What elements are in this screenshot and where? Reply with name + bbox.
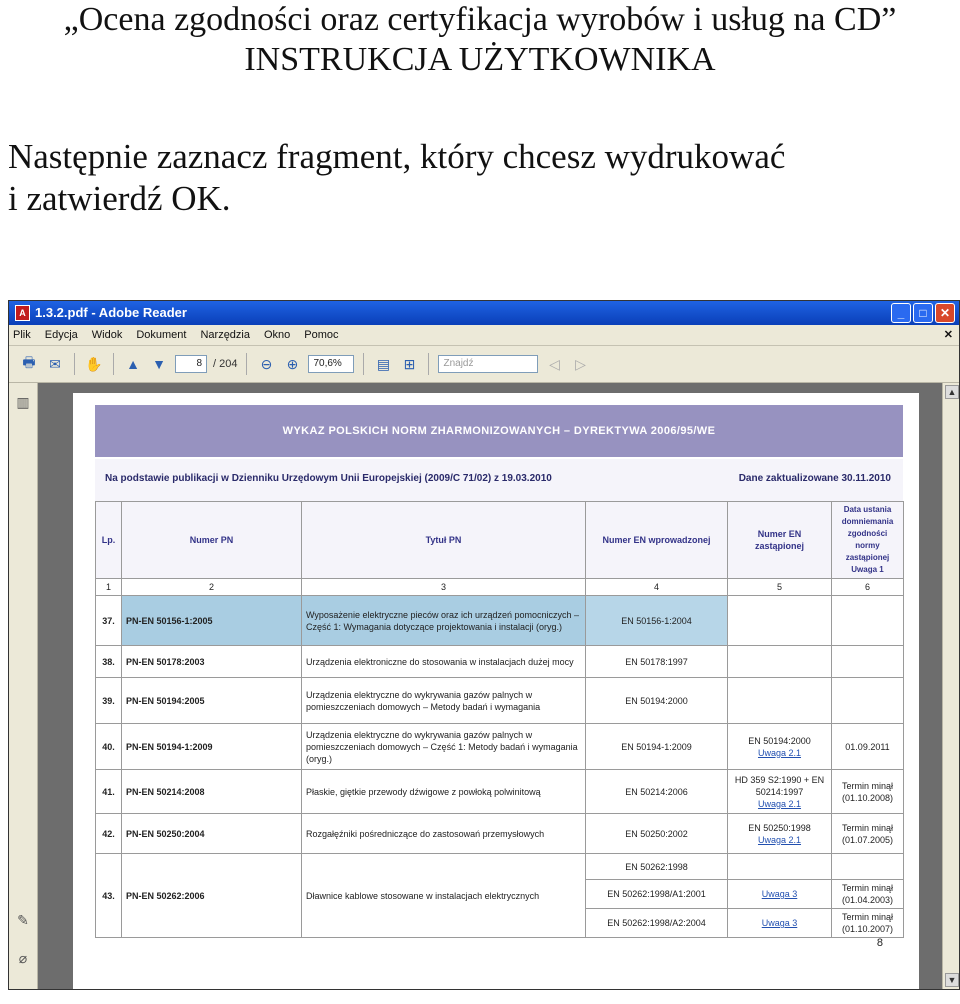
toolbar (9, 346, 959, 383)
cell-title: Urządzenia elektroniczne do stosowania w instalacjach dużej mocy (302, 646, 586, 678)
cell-pn: PN-EN 50214:2008 (122, 770, 302, 814)
cell-en: EN 50262:1998/A1:2001 (586, 880, 728, 909)
col-header-date: Data ustania domniemania zgodności normy zastąpionej Uwaga 1 (832, 502, 904, 579)
instruction-line-1: Następnie zaznacz fragment, który chcesz wydrukować (8, 137, 786, 176)
attachment-icon[interactable]: ✉ (49, 355, 61, 372)
col-header-en-new: Numer EN wprowadzonej (586, 502, 728, 579)
navigation-pane (9, 383, 38, 989)
fit-width-icon[interactable]: ⊞ (403, 355, 416, 372)
cell-title: Wyposażenie elektryczne pieców oraz ich urządzeń pomocniczych – Część 1: Wymagania dotyczące projektowania i instalacji (oryg.) (302, 596, 586, 646)
cell-pn: PN-EN 50178:2003 (122, 646, 302, 678)
col-number: 2 (122, 579, 302, 596)
cell-lp: 42. (96, 814, 122, 854)
find-previous-icon[interactable]: ◁ (549, 355, 560, 372)
col-number: 1 (96, 579, 122, 596)
window-title: 1.3.2.pdf - Adobe Reader (35, 305, 187, 320)
pdf-page[interactable] (73, 393, 919, 990)
zoom-out-icon[interactable]: ⊖ (260, 355, 273, 372)
window-controls (891, 303, 955, 323)
cell-lp: 40. (96, 724, 122, 770)
page-total: / 204 (213, 358, 238, 370)
cell-title: Dławnice kablowe stosowane w instalacjach elektrycznych (302, 854, 586, 938)
window-titlebar[interactable] (9, 301, 959, 325)
cell-pn: PN-EN 50194:2005 (122, 678, 302, 724)
toolbar-separator (246, 353, 247, 375)
pdf-app-icon: A (15, 305, 30, 321)
table-row (96, 770, 904, 814)
en-old-number: EN 50250:1998 (748, 822, 811, 833)
pdf-page-number: 8 (876, 937, 883, 949)
scroll-up-icon[interactable]: ▲ (945, 385, 959, 399)
cell-en-old (728, 646, 832, 678)
fit-page-icon[interactable]: ▤ (376, 355, 391, 372)
en-old-number: HD 359 S2:1990 + EN 50214:1997 (734, 774, 825, 797)
cell-lp: 41. (96, 770, 122, 814)
instruction-text (8, 136, 785, 220)
find-input[interactable]: Znajdź (438, 355, 538, 373)
cell-en-old (728, 678, 832, 724)
hand-icon[interactable]: ✋ (85, 355, 103, 372)
col-number: 4 (586, 579, 728, 596)
cell-en-old (728, 724, 832, 770)
document-close-icon[interactable]: ✕ (943, 329, 953, 341)
cell-pn: PN-EN 50156-1:2005 (122, 596, 302, 646)
find-next-icon[interactable]: ▷ (575, 355, 586, 372)
cell-date (832, 596, 904, 646)
table-row-selected[interactable] (96, 596, 904, 646)
toolbar-separator (363, 353, 364, 375)
cell-date: Termin minął (01.07.2005) (832, 814, 904, 854)
col-header-en-old: Numer EN zastąpionej (728, 502, 832, 579)
cell-en-old (728, 814, 832, 854)
cell-date: Termin minął (01.10.2007) (832, 909, 904, 938)
cell-date: Termin minął (01.04.2003) (832, 880, 904, 909)
cell-en: EN 50262:1998 (586, 854, 728, 880)
col-number: 6 (832, 579, 904, 596)
cell-date (832, 678, 904, 724)
pages-panel-icon[interactable]: ▥ (16, 393, 30, 410)
close-button[interactable]: ✕ (935, 303, 955, 323)
toolbar-separator (74, 353, 75, 375)
pdf-source-note: Na podstawie publikacji w Dzienniku Urzędowym Unii Europejskiej (2009/C 71/02) z 19.03.2010 (105, 473, 552, 484)
menu-bar (9, 325, 959, 346)
col-number: 5 (728, 579, 832, 596)
document-header (0, 0, 960, 80)
maximize-button[interactable]: □ (913, 303, 933, 323)
cell-title: Urządzenia elektryczne do wykrywania gazów palnych w pomieszczeniach domowych – Część 1: Metody badań i wymagania (oryg.) (302, 724, 586, 770)
print-icon[interactable]: 🖶 (22, 354, 36, 370)
cell-en: EN 50262:1998/A2:2004 (586, 909, 728, 938)
cell-en: EN 50214:2006 (586, 770, 728, 814)
col-header-title: Tytuł PN (302, 502, 586, 579)
toolbar-separator (113, 353, 114, 375)
col-number: 3 (302, 579, 586, 596)
cell-en: EN 50156-1:2004 (586, 596, 728, 646)
cell-lp: 39. (96, 678, 122, 724)
document-title: „Ocena zgodności oraz certyfikacja wyrobów i usług na CD” (63, 1, 897, 38)
menu-tools[interactable]: Narzędzia (200, 329, 250, 341)
cell-date: 01.09.2011 (832, 724, 904, 770)
table-row (96, 854, 904, 880)
cell-date (832, 854, 904, 880)
cell-pn: PN-EN 50194-1:2009 (122, 724, 302, 770)
page-number-input[interactable]: 8 (175, 355, 207, 373)
scroll-down-icon[interactable]: ▼ (945, 973, 959, 987)
table-row (96, 646, 904, 678)
menu-help[interactable]: Pomoc (304, 329, 339, 341)
table-row (96, 814, 904, 854)
cell-en-old (728, 854, 832, 880)
toolbar-separator (428, 353, 429, 375)
cell-title: Urządzenia elektryczne do wykrywania gazów palnych w pomieszczeniach domowych – Metody badań i wymagania (302, 678, 586, 724)
cell-en: EN 50250:2002 (586, 814, 728, 854)
next-page-icon[interactable]: ▼ (152, 356, 166, 372)
col-header-pn: Numer PN (122, 502, 302, 579)
note-link[interactable]: Uwaga 2.1 (757, 798, 802, 809)
menu-edit[interactable]: Edycja (44, 329, 78, 341)
minimize-button[interactable]: _ (891, 303, 911, 323)
menu-view[interactable]: Widok (91, 329, 123, 341)
comments-panel-icon[interactable]: ✎ (17, 911, 29, 928)
note-link[interactable]: Uwaga 2.1 (757, 834, 802, 845)
document-subtitle: INSTRUKCJA UŻYTKOWNIKA (244, 41, 716, 78)
cell-pn: PN-EN 50250:2004 (122, 814, 302, 854)
instruction-line-2: i zatwierdź OK. (8, 179, 231, 218)
note-link[interactable]: Uwaga 3 (728, 880, 832, 909)
cell-en: EN 50194:2000 (586, 678, 728, 724)
cell-en-old (728, 770, 832, 814)
cell-date (832, 646, 904, 678)
en-old-number: EN 50194:2000 (748, 735, 811, 746)
cell-pn: PN-EN 50262:2006 (122, 854, 302, 938)
cell-title: Płaskie, giętkie przewody dźwigowe z powłoką polwinitową (302, 770, 586, 814)
standards-table (95, 501, 904, 938)
note-link[interactable]: Uwaga 3 (728, 909, 832, 938)
previous-page-icon[interactable]: ▲ (126, 356, 140, 372)
table-row (96, 724, 904, 770)
attachments-panel-icon[interactable]: ⌀ (18, 949, 28, 966)
zoom-level-select[interactable]: 70,6% (308, 355, 354, 373)
zoom-in-icon[interactable]: ⊕ (286, 355, 299, 372)
cell-title: Rozgałęźniki pośredniczące do zastosowań przemysłowych (302, 814, 586, 854)
cell-en-old (728, 596, 832, 646)
note-link[interactable]: Uwaga 2.1 (757, 747, 802, 758)
cell-en: EN 50194-1:2009 (586, 724, 728, 770)
cell-lp: 37. (96, 596, 122, 646)
pdf-update-date: Dane zaktualizowane 30.11.2010 (738, 473, 891, 484)
menu-file[interactable]: Plik (13, 329, 31, 341)
cell-lp: 38. (96, 646, 122, 678)
cell-date: Termin minął (01.10.2008) (832, 770, 904, 814)
table-row (96, 678, 904, 724)
menu-window[interactable]: Okno (264, 329, 291, 341)
col-header-lp: Lp. (96, 502, 122, 579)
menu-document[interactable]: Dokument (136, 329, 187, 341)
cell-en: EN 50178:1997 (586, 646, 728, 678)
vertical-scrollbar[interactable] (942, 383, 959, 989)
pdf-subheader (95, 459, 903, 503)
cell-lp: 43. (96, 854, 122, 938)
pdf-table-header: WYKAZ POLSKICH NORM ZHARMONIZOWANYCH – DYREKTYWA 2006/95/WE (95, 405, 903, 457)
adobe-reader-window (8, 300, 960, 990)
